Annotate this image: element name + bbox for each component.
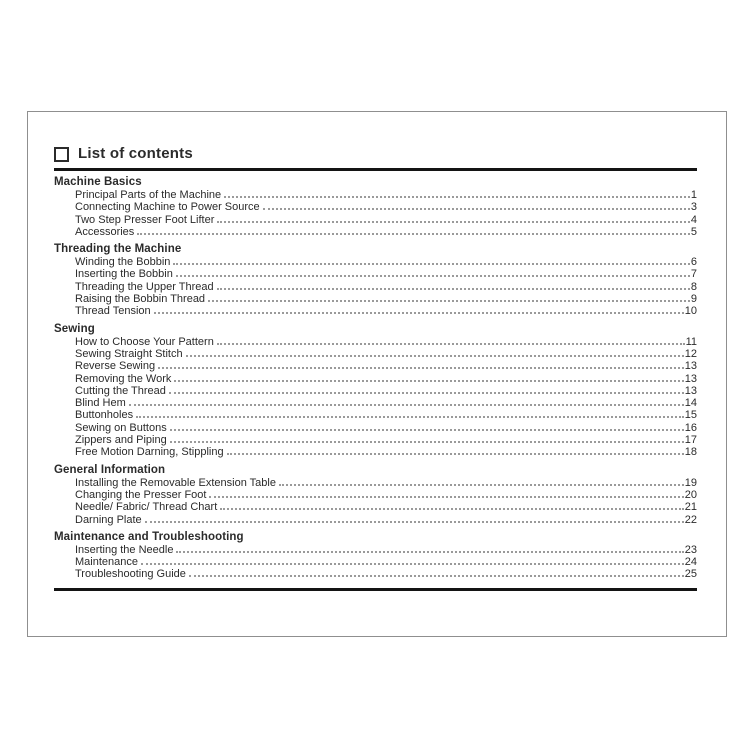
toc-entry-label: Installing the Removable Extension Table xyxy=(75,476,276,489)
toc-entry xyxy=(75,385,697,397)
toc-entry xyxy=(75,305,697,317)
toc-entry-page-number: 17 xyxy=(684,434,697,447)
toc-entry xyxy=(75,434,697,446)
toc-entry-label: Two Step Presser Foot Lifter xyxy=(75,213,215,226)
dotted-leader xyxy=(129,404,684,406)
toc-entry-page-number: 9 xyxy=(690,293,697,306)
dotted-leader xyxy=(217,288,690,290)
toc-entry xyxy=(75,226,697,238)
toc-entry-page-number: 21 xyxy=(684,501,697,514)
dotted-leader xyxy=(208,300,690,302)
toc-entry-page-number: 25 xyxy=(684,568,697,581)
toc-entry-label: Darning Plate xyxy=(75,513,142,526)
toc-entry-label: Inserting the Bobbin xyxy=(75,268,173,281)
toc-entry-page-number: 4 xyxy=(690,213,697,226)
dotted-leader xyxy=(227,453,684,455)
toc-entry xyxy=(75,256,697,268)
toc-section-header: Machine Basics xyxy=(54,176,142,188)
toc-section xyxy=(54,531,697,581)
toc-entry-label: Threading the Upper Thread xyxy=(75,280,214,293)
toc-entry-label: Removing the Work xyxy=(75,372,172,385)
toc-entry-page-number: 22 xyxy=(684,513,697,526)
toc-entry xyxy=(75,409,697,421)
toc-section xyxy=(54,464,697,526)
toc-entry xyxy=(75,568,697,580)
square-outline-icon xyxy=(54,147,69,162)
toc-entry xyxy=(75,293,697,305)
toc-entry xyxy=(75,268,697,280)
toc-entry xyxy=(75,281,697,293)
page-title-text: List of contents xyxy=(78,145,193,162)
dotted-leader xyxy=(170,441,684,443)
bottom-rule xyxy=(54,588,697,591)
dotted-leader xyxy=(220,508,683,510)
toc-entry-page-number: 1 xyxy=(690,189,697,201)
toc-entry-label: Thread Tension xyxy=(75,305,151,318)
dotted-leader xyxy=(186,355,684,357)
toc-section xyxy=(54,323,697,459)
toc-entry xyxy=(75,514,697,526)
dotted-leader xyxy=(176,275,690,277)
dotted-leader xyxy=(136,416,684,418)
toc-entry-label: Maintenance xyxy=(75,556,138,569)
toc-entry-page-number: 24 xyxy=(684,556,697,569)
toc-section-header: Maintenance and Troubleshooting xyxy=(54,530,244,543)
toc-entry-label: Inserting the Needle xyxy=(75,543,174,556)
toc-entry-page-number: 18 xyxy=(684,446,697,459)
toc-entry-page-number: 11 xyxy=(685,335,697,348)
toc-entry-page-number: 16 xyxy=(684,421,697,434)
toc-entry-page-number: 12 xyxy=(684,347,697,360)
dotted-leader xyxy=(154,312,684,314)
dotted-leader xyxy=(279,484,684,486)
toc-entry-label: Zippers and Piping xyxy=(75,434,167,447)
dotted-leader xyxy=(217,221,689,223)
dotted-leader xyxy=(137,233,690,235)
dotted-leader xyxy=(173,263,689,265)
dotted-leader xyxy=(169,392,684,394)
toc-entry-page-number: 7 xyxy=(690,268,697,281)
table-of-contents xyxy=(54,176,697,581)
dotted-leader xyxy=(209,496,683,498)
toc-entry-page-number: 8 xyxy=(690,280,697,293)
toc-entry-label: Connecting Machine to Power Source xyxy=(75,201,260,214)
page-content xyxy=(54,112,697,591)
toc-entry xyxy=(75,397,697,409)
dotted-leader xyxy=(224,196,690,198)
toc-entry-page-number: 6 xyxy=(690,256,697,269)
toc-entry-label: Changing the Presser Foot xyxy=(75,488,207,501)
toc-entry xyxy=(75,544,697,556)
toc-entry xyxy=(75,446,697,458)
toc-entry-label: Blind Hem xyxy=(75,397,126,410)
toc-entry xyxy=(75,348,697,360)
manual-contents-page xyxy=(27,111,727,637)
toc-entry-label: Troubleshooting Guide xyxy=(75,568,186,581)
title-rule xyxy=(54,168,697,171)
toc-entry xyxy=(75,501,697,513)
toc-section-header: Threading the Machine xyxy=(54,243,182,256)
toc-entry xyxy=(75,214,697,226)
toc-entry-label: Winding the Bobbin xyxy=(75,256,171,269)
dotted-leader xyxy=(174,380,683,382)
toc-entry-label: Free Motion Darning, Stippling xyxy=(75,446,224,459)
toc-entry-page-number: 13 xyxy=(684,360,697,373)
toc-section-header: General Information xyxy=(54,463,166,476)
toc-entry-label: Buttonholes xyxy=(75,409,134,422)
toc-entry-label: Reverse Sewing xyxy=(75,360,156,373)
toc-entry xyxy=(75,201,697,213)
toc-entry-page-number: 13 xyxy=(684,384,697,397)
page-title xyxy=(54,145,697,163)
toc-entry-label: Raising the Bobbin Thread xyxy=(75,293,206,306)
toc-entry-page-number: 5 xyxy=(690,225,697,238)
toc-entry xyxy=(75,422,697,434)
dotted-leader xyxy=(141,563,684,565)
toc-entry-label: How to Choose Your Pattern xyxy=(75,335,214,348)
dotted-leader xyxy=(263,208,690,210)
dotted-leader xyxy=(170,429,684,431)
toc-entry xyxy=(75,336,697,348)
toc-entry-page-number: 3 xyxy=(690,201,697,214)
toc-entry xyxy=(75,189,697,201)
toc-section xyxy=(54,176,697,238)
toc-entry xyxy=(75,373,697,385)
toc-entry-label: Accessories xyxy=(75,225,135,238)
toc-entry-page-number: 14 xyxy=(684,397,697,410)
toc-entry xyxy=(75,489,697,501)
toc-entry-label: Sewing Straight Stitch xyxy=(75,347,183,360)
toc-entry-label: Cutting the Thread xyxy=(75,384,166,397)
toc-entry xyxy=(75,360,697,372)
toc-entry-label: Needle/ Fabric/ Thread Chart xyxy=(75,501,218,514)
toc-entry-page-number: 13 xyxy=(684,372,697,385)
dotted-leader xyxy=(158,367,684,369)
toc-section xyxy=(54,243,697,317)
toc-entry-page-number: 10 xyxy=(684,305,697,318)
dotted-leader xyxy=(176,551,683,553)
toc-entry-page-number: 15 xyxy=(684,409,697,422)
toc-entry xyxy=(75,477,697,489)
dotted-leader xyxy=(217,343,685,345)
dotted-leader xyxy=(189,575,684,577)
toc-entry-page-number: 19 xyxy=(684,476,697,489)
toc-entry-page-number: 20 xyxy=(684,488,697,501)
toc-entry-label: Principal Parts of the Machine xyxy=(75,189,222,201)
toc-entry-page-number: 23 xyxy=(684,543,697,556)
dotted-leader xyxy=(145,521,684,523)
toc-section-header: Sewing xyxy=(54,322,95,335)
toc-entry xyxy=(75,556,697,568)
toc-entry-label: Sewing on Buttons xyxy=(75,421,167,434)
